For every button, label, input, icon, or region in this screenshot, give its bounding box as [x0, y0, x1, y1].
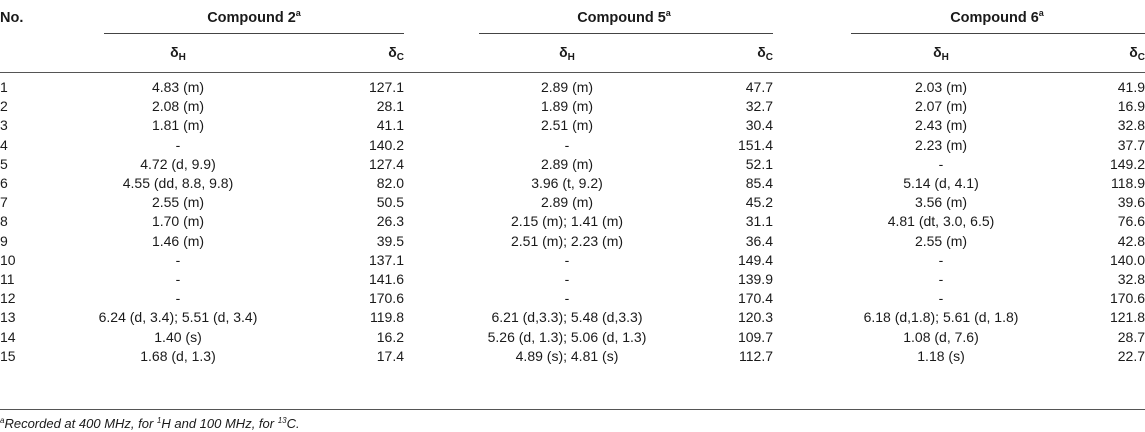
- delta-symbol: δ: [1129, 44, 1138, 60]
- cell-c5h: -: [564, 290, 570, 307]
- cell-c5h: -: [564, 271, 570, 287]
- cell-c5h: 2.15 (m); 1.41 (m): [510, 213, 624, 230]
- cell-c5c: 30.4: [745, 117, 773, 134]
- cell-no: 13: [0, 309, 16, 326]
- cell-c2c: 170.6: [368, 290, 404, 307]
- delta-sub: C: [1137, 52, 1145, 63]
- compound-5-group-rule: [479, 33, 773, 34]
- cell-c2h: 1.40 (s): [154, 328, 202, 345]
- cell-c5h: 6.21 (d,3.3); 5.48 (d,3.3): [491, 309, 643, 326]
- cell-c2c: 137.1: [368, 251, 404, 268]
- cell-c6h: 4.81 (dt, 3.0, 6.5): [887, 213, 995, 230]
- col-header-compound-2: [207, 9, 301, 27]
- footnote-isotope-2: 13: [277, 416, 287, 425]
- cell-c2c: 127.1: [368, 79, 404, 95]
- cell-c2c: 16.2: [376, 328, 404, 345]
- cell-c2h: 4.83 (m): [151, 79, 205, 95]
- cell-no: 12: [0, 290, 16, 307]
- cell-c6c: 140.0: [1109, 251, 1145, 268]
- cell-c2c: 28.1: [376, 98, 404, 115]
- cell-c6c: 37.7: [1117, 136, 1145, 153]
- cell-c5h: 2.89 (m): [540, 194, 594, 211]
- cell-c5h: 2.89 (m): [540, 79, 594, 95]
- cell-c5c: 85.4: [745, 175, 773, 191]
- cell-c5c: 47.7: [745, 79, 773, 95]
- cell-c2h: 1.46 (m): [151, 232, 205, 249]
- delta-symbol: δ: [933, 44, 942, 60]
- cell-c6c: 76.6: [1117, 213, 1145, 230]
- footnote-isotope-1: 1: [156, 416, 162, 425]
- cell-c6h: 3.56 (m): [914, 194, 968, 211]
- header-bottom-rule: [0, 72, 1145, 73]
- compound-2-delta-h-header: [170, 43, 186, 67]
- cell-c2h: 4.55 (dd, 8.8, 9.8): [122, 175, 234, 191]
- delta-symbol: δ: [170, 44, 179, 60]
- cell-c2c: 140.2: [368, 136, 404, 153]
- cell-c6h: 2.07 (m): [914, 98, 968, 115]
- cell-c2c: 41.1: [376, 117, 404, 134]
- cell-no: 8: [0, 213, 8, 230]
- cell-c5h: 2.51 (m); 2.23 (m): [510, 232, 624, 249]
- cell-c6h: 1.18 (s): [917, 347, 965, 364]
- cell-c2h: 4.72 (d, 9.9): [140, 155, 216, 172]
- cell-c5h: 4.89 (s); 4.81 (s): [515, 347, 619, 364]
- cell-c6c: 39.6: [1117, 194, 1145, 211]
- cell-no: 5: [0, 155, 8, 172]
- compound-6-footnote-mark: a: [1038, 8, 1044, 18]
- delta-sub: H: [567, 52, 575, 63]
- cell-c5h: -: [564, 136, 570, 153]
- delta-sub: C: [765, 52, 773, 63]
- cell-c5c: 52.1: [745, 155, 773, 172]
- cell-c6c: 22.7: [1117, 347, 1145, 364]
- cell-c5c: 112.7: [739, 347, 773, 364]
- footnote-text-3: C.: [286, 416, 300, 431]
- delta-symbol: δ: [757, 44, 766, 60]
- cell-c2c: 127.4: [368, 155, 404, 172]
- compound-5-delta-c-header: [757, 43, 773, 67]
- col-header-no: No.: [0, 10, 24, 26]
- cell-c6h: -: [938, 251, 944, 268]
- table-footnote: [0, 416, 300, 431]
- delta-sub: H: [941, 52, 949, 63]
- cell-c6h: 6.18 (d,1.8); 5.61 (d, 1.8): [863, 309, 1019, 326]
- compound-2-name: Compound 2: [207, 10, 296, 26]
- cell-c2c: 26.3: [376, 213, 404, 230]
- compound-6-name: Compound 6: [950, 10, 1039, 26]
- delta-symbol: δ: [388, 44, 397, 60]
- cell-c6c: 42.8: [1117, 232, 1145, 249]
- cell-c6h: 2.43 (m): [914, 117, 968, 134]
- compound-2-delta-c-header: [388, 43, 404, 67]
- compound-6-delta-c-header: [1129, 43, 1145, 67]
- cell-no: 1: [0, 79, 8, 95]
- cell-c5c: 149.4: [737, 251, 773, 268]
- cell-c6c: 121.8: [1109, 309, 1145, 326]
- cell-c2h: -: [175, 251, 181, 268]
- footnote-text-2: H and 100 MHz, for: [161, 416, 278, 431]
- cell-c5c: 109.7: [737, 328, 773, 345]
- cell-c5c: 139.9: [737, 271, 773, 287]
- cell-c5h: 2.89 (m): [540, 155, 594, 172]
- cell-no: 15: [0, 347, 16, 364]
- cell-c2h: 1.70 (m): [151, 213, 205, 230]
- cell-c6h: 2.23 (m): [914, 136, 968, 153]
- cell-c2c: 82.0: [376, 175, 404, 191]
- compound-6-group-rule: [851, 33, 1145, 34]
- cell-c5h: 3.96 (t, 9.2): [531, 175, 603, 191]
- footnote-text-1: Recorded at 400 MHz, for: [4, 416, 157, 431]
- cell-c6c: 149.2: [1109, 155, 1145, 172]
- cell-c6h: -: [938, 290, 944, 307]
- cell-c6c: 32.8: [1117, 117, 1145, 134]
- delta-symbol: δ: [559, 44, 568, 60]
- cell-c5c: 45.2: [745, 194, 773, 211]
- cell-c6c: 170.6: [1109, 290, 1145, 307]
- col-header-compound-6: [950, 9, 1044, 27]
- cell-no: 7: [0, 194, 8, 211]
- cell-c2c: 141.6: [368, 271, 404, 287]
- cell-c2h: -: [175, 271, 181, 287]
- footnote-mark: a: [0, 416, 5, 425]
- cell-c2c: 50.5: [376, 194, 404, 211]
- cell-c5c: 32.7: [745, 98, 773, 115]
- cell-c2h: 2.08 (m): [151, 98, 205, 115]
- col-header-compound-5: [577, 9, 671, 27]
- cell-c6h: 1.08 (d, 7.6): [903, 328, 979, 345]
- delta-sub: C: [396, 52, 404, 63]
- cell-c5c: 120.3: [737, 309, 773, 326]
- cell-c6h: 2.55 (m): [914, 232, 968, 249]
- cell-c6h: -: [938, 271, 944, 287]
- cell-c6c: 32.8: [1117, 271, 1145, 287]
- cell-c5h: -: [564, 251, 570, 268]
- cell-c2c: 17.4: [376, 347, 404, 364]
- cell-no: 14: [0, 328, 16, 345]
- cell-c6h: 5.14 (d, 4.1): [903, 175, 979, 191]
- cell-c2h: -: [175, 290, 181, 307]
- cell-no: 6: [0, 175, 8, 191]
- cell-c2c: 119.8: [370, 309, 404, 326]
- compound-2-footnote-mark: a: [295, 8, 301, 18]
- cell-no: 2: [0, 98, 8, 115]
- cell-c5c: 31.1: [745, 213, 773, 230]
- compound-5-delta-h-header: [559, 43, 575, 67]
- compound-2-group-rule: [104, 33, 404, 34]
- cell-c2h: -: [175, 136, 181, 153]
- compound-6-delta-h-header: [933, 43, 949, 67]
- cell-c2h: 1.68 (d, 1.3): [140, 347, 216, 364]
- cell-c6h: -: [938, 155, 944, 172]
- cell-c6c: 118.9: [1111, 175, 1145, 191]
- cell-c5c: 151.4: [737, 136, 773, 153]
- cell-no: 10: [0, 251, 16, 268]
- cell-c2h: 1.81 (m): [151, 117, 205, 134]
- cell-c2h: 6.24 (d, 3.4); 5.51 (d, 3.4): [98, 309, 258, 326]
- cell-c5h: 5.26 (d, 1.3); 5.06 (d, 1.3): [487, 328, 647, 345]
- delta-sub: H: [178, 52, 186, 63]
- cell-no: 4: [0, 136, 8, 153]
- cell-c6c: 41.9: [1117, 79, 1145, 95]
- compound-5-name: Compound 5: [577, 10, 666, 26]
- cell-c5h: 2.51 (m): [540, 117, 594, 134]
- cell-c6c: 16.9: [1117, 98, 1145, 115]
- cell-no: 3: [0, 117, 8, 134]
- compound-5-footnote-mark: a: [665, 8, 671, 18]
- cell-c6c: 28.7: [1117, 328, 1145, 345]
- cell-no: 9: [0, 232, 8, 249]
- cell-c2c: 39.5: [376, 232, 404, 249]
- cell-c6h: 2.03 (m): [914, 79, 968, 95]
- cell-c5h: 1.89 (m): [540, 98, 594, 115]
- cell-c2h: 2.55 (m): [151, 194, 205, 211]
- table-bottom-rule: [0, 409, 1145, 410]
- cell-no: 11: [0, 271, 15, 287]
- cell-c5c: 170.4: [737, 290, 773, 307]
- cell-c5c: 36.4: [745, 232, 773, 249]
